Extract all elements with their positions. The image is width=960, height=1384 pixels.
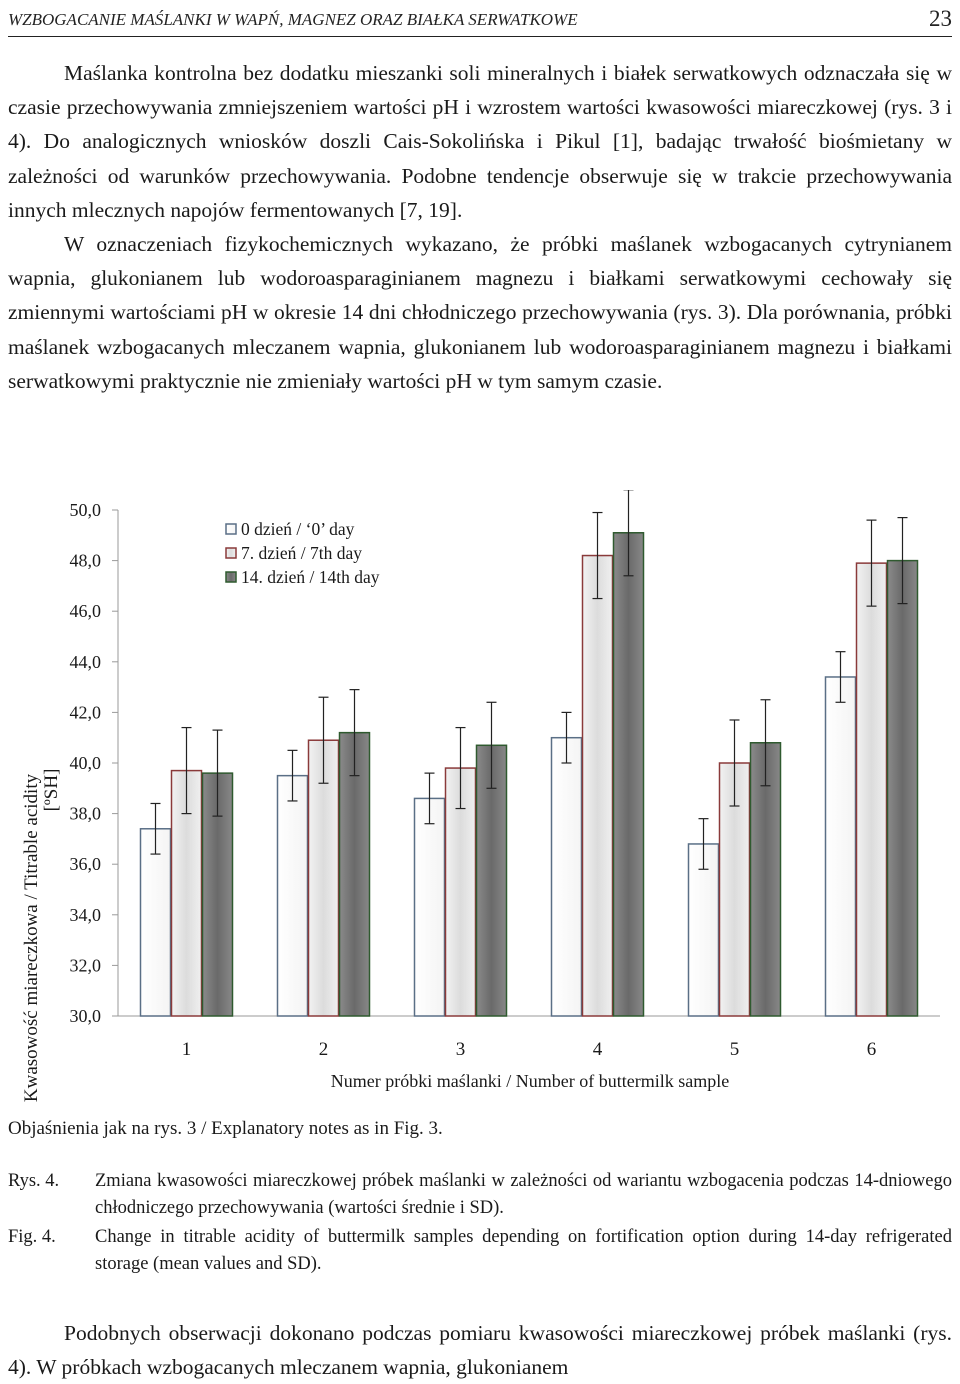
paragraph: Maślanka kontrolna bez dodatku mieszanki soli mineralnych i białek serwatkowych odznaczała się w czasie przechowywania zmniejszeniem wartości pH i wzrostem wartości kwasowości miareczkowej (rys. 3 i 4). Do analogicznych wniosków doszli Cais-Sokolińska i Pikul [1], badając trwałość biośmietany w zależności od warunków przechowywania. Podobne tendencje obserwuje się w trakcie przechowywania innych mlecznych napojów fermentowanych [7, 19]. — [8, 61, 952, 222]
legend-swatch — [226, 548, 236, 558]
bar — [826, 677, 856, 1016]
y-tick-label: 46,0 — [69, 601, 101, 622]
chart-note: Objaśnienia jak na rys. 3 / Explanatory notes as in Fig. 3. — [8, 1118, 443, 1139]
y-tick-label: 34,0 — [69, 904, 101, 925]
caption-label-pl: Rys. 4. — [8, 1171, 60, 1191]
y-axis-title-line2: [ºSH] — [41, 768, 62, 812]
y-tick-label: 36,0 — [69, 854, 101, 875]
caption-label-en: Fig. 4. — [8, 1227, 56, 1247]
y-tick-label: 48,0 — [69, 550, 101, 571]
bar — [583, 556, 613, 1016]
legend-label: 7. dzień / 7th day — [241, 543, 363, 563]
legend-label: 0 dzień / ‘0’ day — [241, 519, 355, 539]
running-header — [8, 6, 952, 37]
legend-swatch — [226, 572, 236, 582]
bar — [141, 829, 171, 1016]
body-text — [8, 56, 952, 398]
legend-swatch — [226, 524, 236, 534]
bar — [614, 533, 644, 1016]
y-tick-label: 50,0 — [69, 500, 101, 520]
bar — [857, 563, 887, 1016]
page-number: 23 — [929, 6, 952, 31]
caption-text-pl: Zmiana kwasowości miareczkowej próbek maślanki w zależności od wariantu wzbogacenia podczas 14-dniowego chłodniczego przechowywania (wartości średnie i SD). — [95, 1171, 952, 1218]
y-tick-label: 32,0 — [69, 955, 101, 976]
paragraph: W oznaczeniach fizykochemicznych wykazano, że próbki maślanek wzbogacanych cytrynianem wapnia, glukonianem lub wodoroasparaginianem magnezu i białkami serwatkowymi cechowały się zmiennymi wartościami pH w okresie 14 dni chłodniczego przechowywania (rys. 3). Dla porównania, próbki maślanek wzbogacanych mleczanem wapnia, glukonianem lub wodoroasparaginianem magnezu i białkami serwatkowymi praktycznie nie zmieniały wartości pH w tym samym czasie. — [8, 232, 952, 393]
caption-text-en: Change in titrable acidity of buttermilk samples depending on fortification option during 14-day refrigerated storage (mean values and SD). — [95, 1227, 952, 1274]
titrable-acidity-bar-chart — [0, 490, 960, 1110]
y-tick-label: 44,0 — [69, 651, 101, 672]
x-tick-label: 4 — [592, 1039, 603, 1060]
legend-label: 14. dzień / 14th day — [241, 567, 380, 587]
x-tick-label: 2 — [318, 1039, 329, 1060]
bar — [888, 561, 918, 1016]
y-tick-label: 38,0 — [69, 803, 101, 824]
bar — [415, 798, 445, 1016]
x-tick-label: 3 — [455, 1039, 466, 1060]
y-tick-label: 30,0 — [69, 1006, 101, 1026]
x-tick-label: 5 — [729, 1039, 740, 1060]
running-title: WZBOGACANIE MAŚLANKI W WAPŃ, MAGNEZ ORAZ BIAŁKA SERWATKOWE — [8, 10, 578, 29]
x-tick-label: 1 — [181, 1039, 192, 1060]
figure-caption — [8, 1168, 952, 1278]
y-tick-label: 40,0 — [69, 753, 101, 773]
x-tick-label: 6 — [866, 1039, 877, 1060]
y-tick-label: 42,0 — [69, 702, 101, 723]
bar — [278, 776, 308, 1016]
y-axis-title-line1: Kwasowość miareczkowa / Titrable acidity — [21, 773, 42, 1103]
bar — [552, 738, 582, 1016]
x-axis-title: Numer próbki maślanki / Number of buttermilk sample — [330, 1071, 730, 1091]
paragraph: Podobnych obserwacji dokonano podczas pomiaru kwasowości miareczkowej próbek maślanki (rys. 4). W próbkach wzbogacanych mleczanem wapnia, glukonianem — [8, 1321, 952, 1380]
bottom-text — [8, 1316, 952, 1384]
